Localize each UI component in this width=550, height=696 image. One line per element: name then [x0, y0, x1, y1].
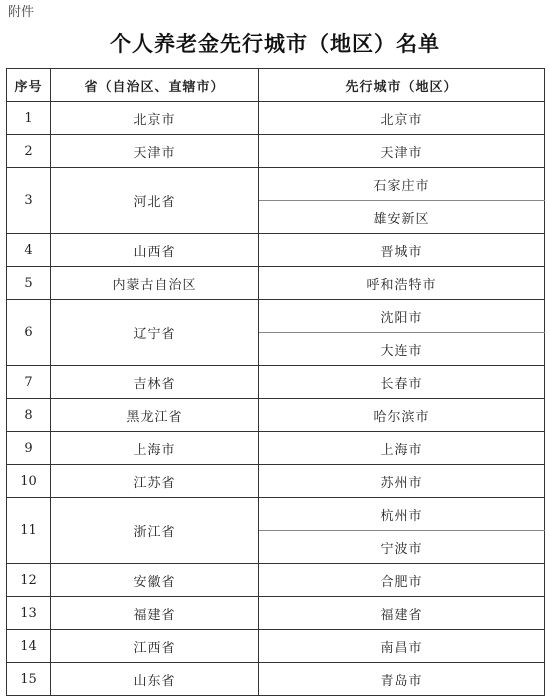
- header-serial-number: 序号: [7, 69, 51, 102]
- province-cell: 江西省: [51, 630, 259, 663]
- header-province: 省（自治区、直辖市）: [51, 69, 259, 102]
- table-body: [7, 102, 545, 696]
- header-pilot-city: 先行城市（地区）: [259, 69, 545, 102]
- province-cell: 江苏省: [51, 465, 259, 498]
- pilot-city-cell: 宁波市: [259, 531, 545, 564]
- pilot-city-cell: 苏州市: [259, 465, 545, 498]
- serial-number-cell: 3: [7, 168, 51, 234]
- province-cell: 北京市: [51, 102, 259, 135]
- pilot-city-cell: 南昌市: [259, 630, 545, 663]
- serial-number-cell: 6: [7, 300, 51, 366]
- province-cell: 天津市: [51, 135, 259, 168]
- pilot-city-cell: 长春市: [259, 366, 545, 399]
- pilot-city-cell: 青岛市: [259, 663, 545, 696]
- pilot-city-cell: 上海市: [259, 432, 545, 465]
- table-row: [7, 564, 545, 597]
- serial-number-cell: 1: [7, 102, 51, 135]
- serial-number-cell: 7: [7, 366, 51, 399]
- pilot-city-cell: 晋城市: [259, 234, 545, 267]
- province-cell: 山东省: [51, 663, 259, 696]
- table-row: [7, 465, 545, 498]
- pilot-city-cell: 北京市: [259, 102, 545, 135]
- table-row: [7, 498, 545, 531]
- serial-number-cell: 10: [7, 465, 51, 498]
- province-cell: 安徽省: [51, 564, 259, 597]
- serial-number-cell: 11: [7, 498, 51, 564]
- pilot-city-cell: 大连市: [259, 333, 545, 366]
- serial-number-cell: 5: [7, 267, 51, 300]
- serial-number-cell: 8: [7, 399, 51, 432]
- pilot-city-cell: 合肥市: [259, 564, 545, 597]
- table-row: [7, 630, 545, 663]
- serial-number-cell: 14: [7, 630, 51, 663]
- province-cell: 吉林省: [51, 366, 259, 399]
- pilot-city-cell: 沈阳市: [259, 300, 545, 333]
- pilot-city-cell: 福建省: [259, 597, 545, 630]
- pilot-cities-table: [6, 68, 545, 696]
- serial-number-cell: 15: [7, 663, 51, 696]
- province-cell: 辽宁省: [51, 300, 259, 366]
- province-cell: 山西省: [51, 234, 259, 267]
- page-title: 个人养老金先行城市（地区）名单: [110, 31, 440, 56]
- serial-number-cell: 4: [7, 234, 51, 267]
- table-row: [7, 366, 545, 399]
- serial-number-cell: 2: [7, 135, 51, 168]
- pilot-city-cell: 杭州市: [259, 498, 545, 531]
- table-row: [7, 135, 545, 168]
- province-cell: 浙江省: [51, 498, 259, 564]
- table-row: [7, 663, 545, 696]
- pilot-city-cell: 天津市: [259, 135, 545, 168]
- table-row: [7, 597, 545, 630]
- table-row: [7, 102, 545, 135]
- pilot-city-cell: 呼和浩特市: [259, 267, 545, 300]
- province-cell: 黑龙江省: [51, 399, 259, 432]
- pilot-city-cell: 雄安新区: [259, 201, 545, 234]
- pilot-city-cell: 哈尔滨市: [259, 399, 545, 432]
- table-row: [7, 300, 545, 333]
- province-cell: 福建省: [51, 597, 259, 630]
- table-row: [7, 267, 545, 300]
- table-row: [7, 168, 545, 201]
- province-cell: 河北省: [51, 168, 259, 234]
- province-cell: 内蒙古自治区: [51, 267, 259, 300]
- pilot-city-cell: 石家庄市: [259, 168, 545, 201]
- attachment-label: 附件: [8, 5, 35, 20]
- table-row: [7, 432, 545, 465]
- serial-number-cell: 13: [7, 597, 51, 630]
- table-header-row: [7, 69, 545, 102]
- serial-number-cell: 12: [7, 564, 51, 597]
- province-cell: 上海市: [51, 432, 259, 465]
- serial-number-cell: 9: [7, 432, 51, 465]
- table-row: [7, 234, 545, 267]
- table-row: [7, 399, 545, 432]
